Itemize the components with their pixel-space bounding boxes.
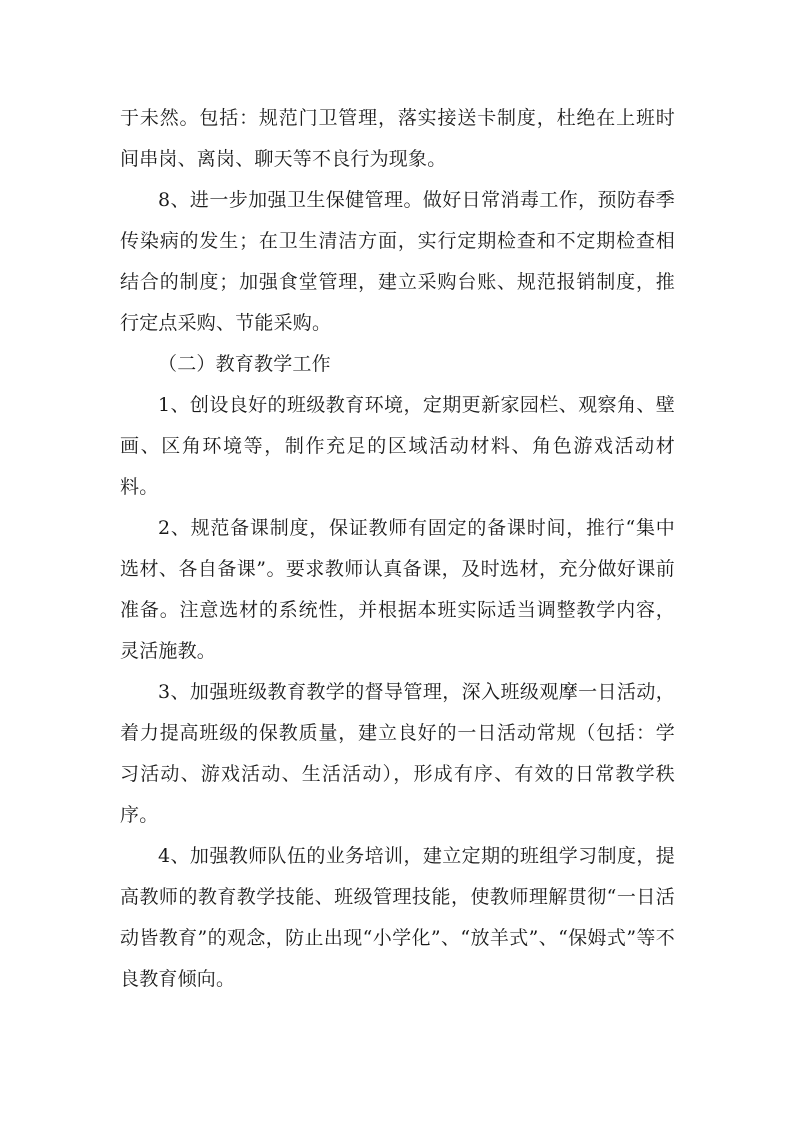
section-heading-education: （二）教育教学工作 [158, 353, 331, 375]
paragraph-item-1-environment: 1、创设良好的班级教育环境，定期更新家园栏、观察角、壁画、区角环境等，制作充足的区域活动材料、角色游戏活动材料。 [120, 394, 675, 498]
paragraph-item-3-supervision: 3、加强班级教育教学的督导管理，深入班级观摩一日活动，着力提高班级的保教质量，建立良好的一日活动常规（包括：学习活动、游戏活动、生活活动），形成有序、有效的日常教学秩序。 [120, 681, 675, 826]
paragraph-item-4-training: 4、加强教师队伍的业务培训，建立定期的班组学习制度，提高教师的教育教学技能、班级管理技能，使教师理解贯彻“一日活动皆教育”的观念，防止出现“小学化”、“放羊式”、“保姆式”等不良教育倾向。 [120, 845, 675, 990]
paragraph-continuation: 于未然。包括：规范门卫管理，落实接送卡制度，杜绝在上班时间串岗、离岗、聊天等不良行为现象。 [120, 107, 675, 170]
paragraph-item-8-health: 8、进一步加强卫生保健管理。做好日常消毒工作，预防春季传染病的发生；在卫生清洁方面，实行定期检查和不定期检查相结合的制度；加强食堂管理，建立采购台账、规范报销制度，推行定点采购、节能采购。 [120, 189, 675, 334]
paragraph-item-2-lesson-prep: 2、规范备课制度，保证教师有固定的备课时间，推行“集中选材、各自备课”。要求教师认真备课，及时选材，充分做好课前准备。注意选材的系统性，并根据本班实际适当调整教学内容，灵活施教。 [120, 517, 675, 662]
document-body [120, 98, 675, 1000]
